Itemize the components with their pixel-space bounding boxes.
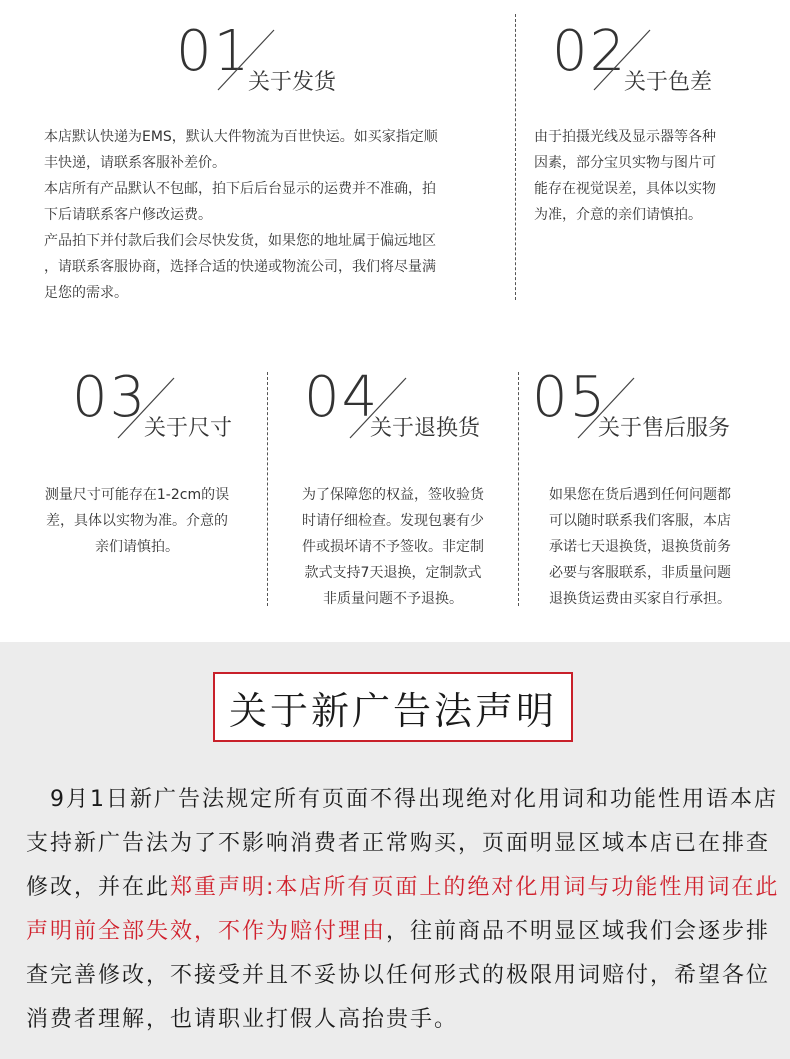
text-line: 丰快递，请联系客服补差价。: [44, 155, 226, 171]
text-line: 如果您在货后遇到任何问题都: [549, 487, 731, 503]
text-line: 本店默认快递为EMS，默认大件物流为百世快运。如买家指定顺: [44, 129, 438, 145]
text-line: 能存在视觉误差，具体以实物: [534, 181, 716, 197]
text-line: 时请仔细检查。发现包裹有少: [302, 513, 484, 529]
text-line: 款式支持7天退换，定制款式: [304, 565, 482, 581]
text-line: 必要与客服联系，非质量问题: [549, 565, 731, 581]
text-line: 为了保障您的权益，签收验货: [302, 487, 484, 503]
text-line: 下后请联系客户修改运费。: [44, 207, 212, 223]
section-title: 关于色差: [624, 70, 713, 95]
statement-text-end: ，往前商品不明显区域我们会逐步排查完善修改，不接受并且不妥协以任何形式的极限用词赔付，希望各位消费者理解，也请职业打假人高抬贵手。: [26, 919, 771, 1032]
text-line: 件或损坏请不予签收。非定制: [302, 539, 484, 555]
text-line: 由于拍摄光线及显示器等各种: [534, 129, 716, 145]
section-title: 关于售后服务: [598, 416, 731, 441]
section-04-text: [278, 482, 508, 612]
section-05-text: [524, 482, 756, 612]
text-line: 非质量问题不予退换。: [323, 591, 463, 607]
section-number: 03: [72, 365, 148, 430]
text-line: 为准，介意的亲们请慎拍。: [534, 207, 702, 223]
notice-title-box: [213, 672, 573, 742]
section-number: 04: [304, 365, 380, 430]
divider-bottom-right: [518, 372, 519, 606]
text-line: 亲们请慎拍。: [95, 539, 179, 555]
text-line: 本店所有产品默认不包邮，拍下后后台显示的运费并不准确，拍: [44, 181, 436, 197]
notice-statement: [26, 778, 782, 1042]
section-title: 关于发货: [248, 70, 337, 95]
text-line: 足您的需求。: [44, 285, 128, 301]
divider-bottom-left: [267, 372, 268, 606]
text-line: 产品拍下并付款后我们会尽快发货，如果您的地址属于偏远地区: [44, 233, 436, 249]
section-02-text: [534, 124, 764, 228]
text-line: 因素，部分宝贝实物与图片可: [534, 155, 716, 171]
section-number: 05: [532, 365, 608, 430]
text-line: 退换货运费由买家自行承担。: [549, 591, 731, 607]
section-number: 01: [176, 19, 252, 84]
text-line: 测量尺寸可能存在1-2cm的误: [44, 487, 230, 503]
text-line: 差，具体以实物为准。介意的: [46, 513, 228, 529]
text-line: 可以随时联系我们客服，本店: [549, 513, 731, 529]
text-line: 承诺七天退换货，退换货前务: [549, 539, 731, 555]
notice-title: 关于新广告法声明: [228, 688, 557, 733]
text-line: ，请联系客服协商，选择合适的快递或物流公司，我们将尽量满: [44, 259, 436, 275]
section-title: 关于退换货: [370, 416, 481, 441]
section-03-text: [22, 482, 252, 560]
section-number: 02: [552, 19, 628, 84]
section-01-text: [44, 124, 504, 306]
section-title: 关于尺寸: [144, 416, 233, 441]
statement-text: 9月1日新广告法规定所有页面不得出现绝对化用词和功能性用语本店支持新广告法为了不影响消费者正常购买，页面明显区域本店已在排查修改，并在此: [26, 787, 778, 900]
divider-top: [515, 14, 516, 300]
statement-highlight: 郑重声明:本店所有页面上的绝对化用词与功能性用词在此声明前全部失效，不作为赔付理由: [26, 875, 780, 944]
